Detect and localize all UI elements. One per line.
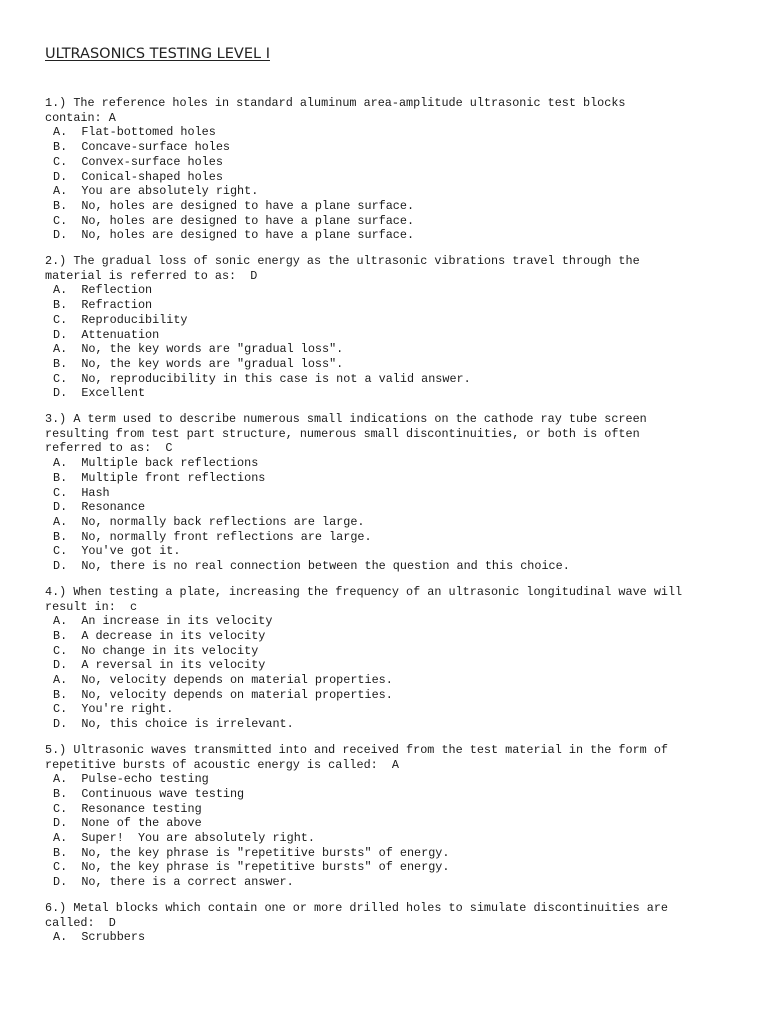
question-block [45, 743, 745, 890]
answer-option: A. No, velocity depends on material properties. [53, 673, 393, 688]
question-list [45, 96, 745, 956]
answer-option: B. Multiple front reflections [53, 470, 266, 485]
answer-option: B. Refraction [53, 298, 153, 313]
answer-option: C. No change in its velocity [53, 643, 259, 658]
answer-option: A. You are absolutely right. [53, 184, 259, 199]
question-stem-line: 2.) The gradual loss of sonic energy as the ultrasonic vibrations travel through the [45, 254, 640, 269]
answer-option: D. No, this choice is irrelevant. [53, 717, 294, 732]
answer-option: B. No, velocity depends on material properties. [53, 687, 393, 702]
answer-option: C. Reproducibility [53, 312, 188, 327]
answer-option: C. Hash [53, 485, 110, 500]
question-stem-line: called: D [45, 915, 116, 930]
question-block [45, 901, 745, 945]
answer-option: D. Resonance [53, 500, 146, 515]
answer-option: D. No, holes are designed to have a plane surface. [53, 228, 415, 243]
answer-option: C. No, reproducibility in this case is not a valid answer. [53, 371, 471, 386]
answer-option: D. A reversal in its velocity [53, 658, 266, 673]
question-block [45, 96, 745, 243]
answer-option: A. Scrubbers [53, 930, 146, 945]
answer-option: A. Pulse-echo testing [53, 772, 209, 787]
answer-option: B. A decrease in its velocity [53, 628, 266, 643]
question-stem-line: material is referred to as: D [45, 268, 258, 283]
answer-option: D. Excellent [53, 386, 146, 401]
question-stem-line: repetitive bursts of acoustic energy is called: A [45, 757, 399, 772]
answer-option: D. None of the above [53, 816, 202, 831]
answer-option: D. No, there is no real connection between the question and this choice. [53, 559, 570, 574]
question-stem-line: resulting from test part structure, numerous small discontinuities, or both is often [45, 426, 640, 441]
answer-option: A. An increase in its velocity [53, 614, 273, 629]
answer-option: C. Convex-surface holes [53, 154, 223, 169]
answer-option: B. No, the key words are "gradual loss". [53, 356, 344, 371]
question-block [45, 254, 745, 401]
answer-option: C. Resonance testing [53, 801, 202, 816]
question-stem-line: result in: c [45, 599, 138, 614]
answer-option: B. Continuous wave testing [53, 786, 245, 801]
answer-option: A. Multiple back reflections [53, 456, 259, 471]
document-title: ULTRASONICS TESTING LEVEL I [45, 46, 270, 62]
answer-option: A. No, the key words are "gradual loss". [53, 342, 344, 357]
question-stem-line: 1.) The reference holes in standard aluminum area-amplitude ultrasonic test blocks [45, 96, 626, 110]
answer-option: B. No, normally front reflections are large. [53, 529, 372, 544]
answer-option: B. No, the key phrase is "repetitive bursts" of energy. [53, 845, 450, 860]
question-stem-line: 4.) When testing a plate, increasing the frequency of an ultrasonic longitudinal wave will [45, 584, 683, 599]
question-stem-line: contain: A [45, 110, 116, 125]
answer-option: D. Attenuation [53, 327, 160, 342]
question-stem-line: 6.) Metal blocks which contain one or more drilled holes to simulate discontinuities are [45, 900, 668, 915]
answer-option: C. You're right. [53, 702, 174, 717]
question-block [45, 585, 745, 732]
question-stem-line: 3.) A term used to describe numerous small indications on the cathode ray tube screen [45, 412, 647, 427]
answer-option: D. No, there is a correct answer. [53, 875, 294, 890]
answer-option: A. Flat-bottomed holes [53, 125, 216, 140]
answer-option: A. Super! You are absolutely right. [53, 831, 315, 846]
answer-option: C. You've got it. [53, 544, 181, 559]
answer-option: C. No, the key phrase is "repetitive bursts" of energy. [53, 860, 450, 875]
question-stem-line: referred to as: C [45, 441, 173, 456]
question-stem-line: 5.) Ultrasonic waves transmitted into and received from the test material in the form of [45, 742, 668, 757]
answer-option: D. Conical-shaped holes [53, 169, 223, 184]
answer-option: B. Concave-surface holes [53, 140, 230, 155]
answer-option: A. Reflection [53, 283, 153, 298]
answer-option: C. No, holes are designed to have a plane surface. [53, 213, 415, 228]
question-block [45, 412, 745, 574]
answer-option: A. No, normally back reflections are large. [53, 514, 365, 529]
answer-option: B. No, holes are designed to have a plane surface. [53, 198, 415, 213]
